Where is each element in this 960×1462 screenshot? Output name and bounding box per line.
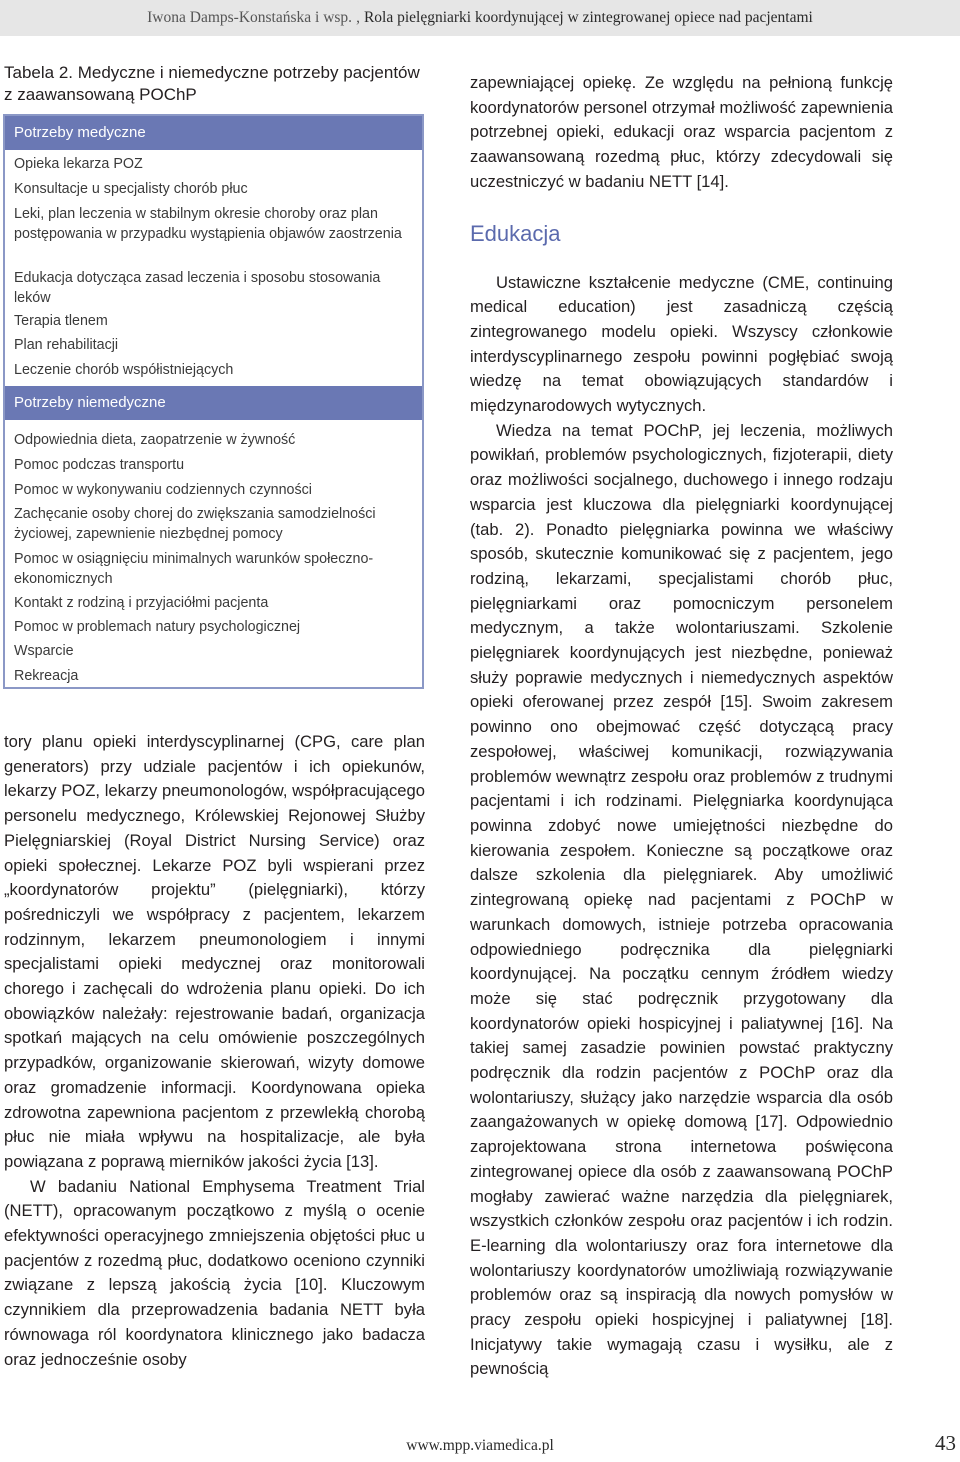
table-item: Pomoc w problemach natury psychologicznej xyxy=(14,619,301,635)
page-number: 43 xyxy=(935,1431,956,1455)
paragraph: zapewniającej opiekę. Ze względu na pełnioną funkcję koordynatorów personel otrzymał możliwość zapewnienia potrzebnej opieki, edukacji oraz wsparcia pacjentom z zaawansowaną rozedmą płuc, którzy zdecydowali się uczestniczyć w badaniu NETT [14]. xyxy=(470,73,893,191)
header-separator: , xyxy=(356,9,360,26)
table-caption: Tabela 2. Medyczne i niemedyczne potrzeby pacjentów z zaawansowaną POChP xyxy=(4,63,420,104)
table-item: Leki, plan leczenia w stabilnym okresie choroby oraz plan postępowania w przypadku wystąpienia objawów zaostrzenia xyxy=(14,206,402,242)
running-header xyxy=(0,0,960,36)
table-item: Pomoc w wykonywaniu codziennych czynności xyxy=(14,482,312,498)
table-item: Edukacja dotycząca zasad leczenia i sposobu stosowania leków xyxy=(14,270,381,306)
paragraph: Ustawiczne kształcenie medyczne (CME, continuing medical education) jest zasadniczą częścią zintegrowanego modelu opieki. Wszyscy członkowie interdyscyplinarnego zespołu powinni pogłębiać swoją wiedzę na temat obowiązujących standardów i międzynarodowych wytycznych. xyxy=(470,272,893,416)
table-item: Pomoc podczas transportu xyxy=(14,457,185,473)
table-item: Kontakt z rodziną i przyjaciółmi pacjenta xyxy=(14,595,269,611)
paragraph: tory planu opieki interdyscyplinarnej (CPG, care plan generators) przy udziale pacjentów i ich opiekunów, lekarzy POZ, lekarzy pneumonologów, współpracującego personelu medycznego, Królewskiej Rejonowej Służby Pielęgniarskiej (Royal District Nursing Service) oraz opieki społecznej. Lekarze POZ byli wspierani przez „koordynatorów projektu” (pielęgniarki), którzy pośredniczyli we współpracy z pacjentem, lekarzem rodzinnym, lekarzem pneumonologiem i innymi specjalistami opieki medycznej oraz monitorowali chorego i zachęcali do wdrożenia planu opieki. Do ich obowiązków należały: rejestrowanie badań, organizacja spotkań mających na celu omówienie poszczególnych przypadków, organizowanie skierowań, wizyty domowe oraz gromadzenie informacji. Koordynowana opieka zdrowotna zapewniona pacjentom z przewlekłą chorobą płuc nie miała wpływu na hospitalizacje, ale była powiązana z poprawą mierników jakości życia [13]. xyxy=(4,732,425,1171)
table-item: Konsultacje u specjalisty chorób płuc xyxy=(14,181,248,197)
table-item: Plan rehabilitacji xyxy=(14,337,119,353)
paragraph: Wiedza na temat POChP, jej leczenia, możliwych powikłań, problemów psychologicznych, fizjoterapii, diety oraz możliwości socjalnego, duchowego i innego rodzaju wsparcia jest kluczowa dla pielęgniarki koordynującej (tab. 2). Ponadto pielęgniarka powinna we właściwy sposób, skutecznie komunikować się z pacjentem, jego rodziną, lekarzami, specjalistami chorób płuc, pielęgniarkami oraz pomocniczym personelem medycznym, a także wolontariuszami. Szkolenie pielęgniarek koordynujących jest niezbędne, ponieważ służy poprawie medycznych i niemedycznych aspektów opieki oferowanej przez zespół [15]. Swoim zakresem powinno ono obejmować część dotyczącą pracy zespołowej, właściwej komunikacji, rozwiązywania problemów wewnątrz zespołu oraz problemów z trudnymi pacjentami i ich rodzinami. Pielęgniarka koordynująca powinna zdobyć nowe umiejętności niezbędne do kierowania zespołem. Konieczne są początkowe oraz dalsze szkolenia dla pielęgniarek. Aby umożliwić zintegrowaną opiekę nad pacjentami z POChP w warunkach domowych, istnieje potrzeba opracowania odpowiedniego podręcznika dla pielęgniarki koordynującej. Na początku cennym źródłem wiedzy może się stać podręcznik przygotowany dla koordynatorów opieki hospicyjnej i paliatywnej [16]. Na takiej samej zasadzie powinien powstać praktyczny podręcznik dla rodzin pacjentów z POChP oraz dla wolontariuszy, służący jako narzędzie wsparcia dla osób zaangażowanych w opiekę domową [17]. Odpowiednio zaprojektowana strona internetowa poświęcona zintegrowanej opiece dla osób z zaawansowaną POChP mogłaby zawierać ważne narzędzia dla pielęgniarek, wszystkich członków zespołu oraz pacjentów i ich rodzin. E-learning dla wolontariuszy oraz fora internetowe dla wolontariuszy koordynatorów umożliwiają rozwiązywanie problemów oraz są inspiracją dla nowych pomysłów w pracy zespołu opieki hospicyjnej i paliatywnej [18]. Inicjatywy takie wymagają czasu i wysiłku, ale z pewnością xyxy=(470,420,893,1379)
section-heading-edukacja: Edukacja xyxy=(470,220,561,246)
table-item: Terapia tlenem xyxy=(14,313,108,329)
left-column xyxy=(4,730,425,1372)
table-item: Odpowiednia dieta, zaopatrzenie w żywność xyxy=(14,432,296,448)
table-item: Wsparcie xyxy=(14,643,74,659)
paragraph: W badaniu National Emphysema Treatment Trial (NETT), opracowanym początkowo z myślą o ocenie efektywności operacyjnego zmniejszenia objętości płuc u pacjentów z rozedmą płuc, dodatkowo oceniono czynniki związane z lepszą jakością życia [10]. Kluczowym czynnikiem dla przeprowadzenia badania NETT była równowaga ról koordynatora klinicznego jako badacza oraz jednocześnie osoby xyxy=(4,1176,425,1369)
table-section-medical: Potrzeby medyczne xyxy=(5,116,422,150)
header-authors: Iwona Damps-Konstańska i wsp. xyxy=(147,9,353,26)
table-item: Pomoc w osiągnięciu minimalnych warunków społeczno-ekonomicznych xyxy=(14,551,374,587)
table-item: Rekreacja xyxy=(14,668,79,684)
table-section-nonmedical: Potrzeby niemedyczne xyxy=(5,386,422,420)
header-title: Rola pielęgniarki koordynującej w zintegrowanej opiece nad pacjentami xyxy=(363,9,813,26)
right-column xyxy=(470,71,893,1382)
table-item: Opieka lekarza POZ xyxy=(14,156,143,172)
footer-url: www.mpp.viamedica.pl xyxy=(406,1437,554,1454)
table-item: Leczenie chorób współistniejących xyxy=(14,362,234,378)
needs-table xyxy=(3,114,424,689)
table-item: Zachęcanie osoby chorej do zwiększania samodzielności życiowej, zapewnienie niezbędnej pomocy xyxy=(14,506,376,542)
